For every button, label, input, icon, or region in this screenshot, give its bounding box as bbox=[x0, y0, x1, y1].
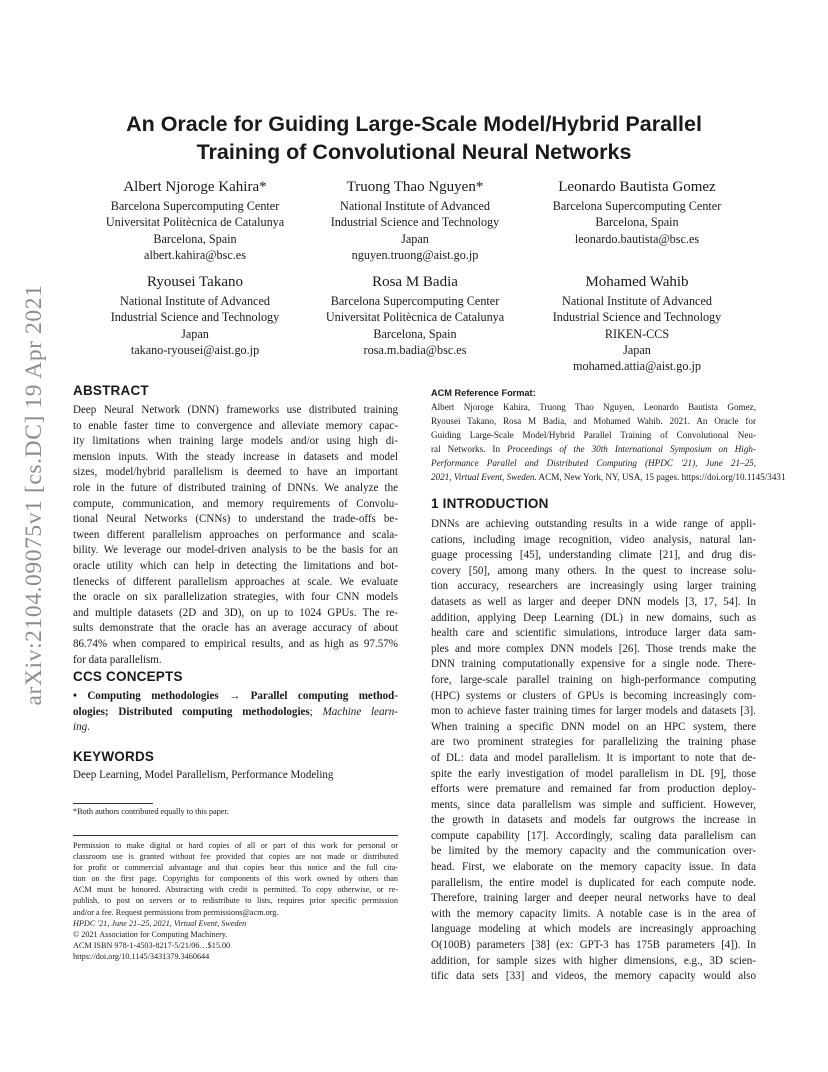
text-line: mon to achieve faster training times for larger models and datasets [3]. bbox=[431, 705, 756, 718]
text-line: parallelism, the entire model is duplicated for each compute node. bbox=[431, 876, 756, 889]
title-line: An Oracle for Guiding Large-Scale Model/Hybrid Parallel bbox=[126, 112, 702, 136]
text-line: sults demonstrate that the oracle has an average accuracy of about bbox=[73, 622, 398, 635]
text-line: compute capability [17]. Accordingly, scaling data parallelism can bbox=[431, 829, 756, 842]
acm-ref-line bbox=[431, 470, 828, 484]
ccs-separator: ; bbox=[309, 705, 323, 718]
text-line: health care and scientific simulations, introduce larger data sam- bbox=[431, 627, 756, 640]
text-line: ACM must be honored. Abstracting with credit is permitted. To copy otherwise, or re- bbox=[73, 885, 398, 895]
author-affiliation: Barcelona Supercomputing Center bbox=[110, 199, 280, 213]
arxiv-stamp-text: arXiv:2104.09075v1 [cs.DC] 19 Apr 2021 bbox=[21, 284, 47, 706]
author-affiliation: Barcelona Supercomputing Center bbox=[330, 294, 500, 308]
author-name: Mohamed Wahib bbox=[585, 274, 689, 290]
ccs-period: . bbox=[87, 721, 90, 734]
author-affiliation: Universitat Politècnica de Catalunya bbox=[325, 310, 505, 325]
text-line: language modeling at which models are increasingly approaching bbox=[431, 923, 756, 936]
acm-ref-line: Performance Parallel and Distributed Computing (HPDC '21), June 21–25, bbox=[431, 458, 756, 468]
doi-link[interactable]: https://doi.org/10.1145/3431379.3460644 bbox=[73, 952, 210, 962]
ccs-heading: CCS CONCEPTS bbox=[73, 669, 183, 684]
text-line: DNN training computationally expensive for a single node. There- bbox=[431, 658, 756, 671]
acm-ref-line bbox=[431, 442, 756, 456]
ccs-concept: ologies; Distributed computing methodologies bbox=[73, 705, 310, 718]
text-line: datasets as well as larger and deeper DNN models [3, 17, 54]. In bbox=[431, 595, 756, 608]
text-line: tific data sets [33] and videos, the memory capacity would also bbox=[431, 970, 756, 983]
author-block bbox=[522, 178, 752, 247]
copyright-line: © 2021 Association for Computing Machinery. bbox=[73, 930, 228, 940]
text-line: tion on the first page. Copyrights for components of this work owned by others than bbox=[73, 874, 398, 884]
text-line: for data parallelism. bbox=[73, 653, 162, 666]
text-line: tlenecks of different parallelism approaches at scale. We evaluate bbox=[73, 575, 398, 588]
author-name: Leonardo Bautista Gomez bbox=[558, 179, 716, 195]
author-name: Truong Thao Nguyen* bbox=[346, 179, 484, 195]
text-line: head. First, we elaborate on the memory capacity issue. In data bbox=[431, 861, 756, 874]
acm-ref-doi[interactable]: ACM, New York, NY, USA, 15 pages. https://doi.org/10.1145/3431 bbox=[536, 472, 786, 482]
author-email: leonardo.bautista@bsc.es bbox=[574, 231, 700, 246]
text-line: classroom use is granted without fee provided that copies are not made or distributed bbox=[73, 852, 398, 862]
text-line: be limited by the memory capacity and the communication over- bbox=[431, 845, 756, 858]
text-line: are two prominent strategies for parallelizing the training phase bbox=[431, 736, 756, 749]
author-affiliation: Universitat Politècnica de Catalunya bbox=[105, 215, 285, 230]
text-line: fore, large-scale parallel training on high-performance computing bbox=[431, 673, 756, 686]
text-line: (HPC) systems or clusters of GPUs is becoming increasingly com- bbox=[431, 689, 756, 702]
author-affiliation: RIKEN-CCS bbox=[604, 326, 670, 341]
text-line: mension inputs. With the steady increase in datasets and model bbox=[73, 450, 398, 463]
author-location: Japan bbox=[623, 342, 651, 357]
author-email: albert.kahira@bsc.es bbox=[144, 247, 246, 262]
text-line: compute, communication, and memory requirements of Convolu- bbox=[73, 497, 398, 510]
ccs-line bbox=[73, 705, 398, 721]
author-affiliation: National Institute of Advanced bbox=[340, 199, 490, 213]
text-line: the growth in datasets and models far outgrows the increase in bbox=[431, 814, 756, 827]
author-location: Barcelona, Spain bbox=[595, 215, 679, 230]
title-line: Training of Convolutional Neural Networks bbox=[196, 140, 632, 164]
author-affiliation: Industrial Science and Technology bbox=[330, 215, 500, 230]
acm-ref-heading: ACM Reference Format: bbox=[431, 388, 536, 398]
text-line: 86.74% when compared to empirical results, and as high as 97.57% bbox=[73, 637, 398, 650]
text-line: oracle utility which can help in detecting the limitations and bot- bbox=[73, 559, 398, 572]
keywords-body bbox=[73, 768, 398, 784]
footnote-rule bbox=[73, 803, 153, 804]
ccs-line: • Computing methodologies → Parallel computing method- bbox=[73, 690, 398, 702]
author-block bbox=[80, 273, 310, 358]
acm-ref-line: Ryousei Takano, Rosa M Badia, and Mohamed Wahib. 2021. An Oracle for bbox=[431, 416, 756, 426]
publication-info bbox=[73, 918, 398, 962]
introduction-body bbox=[431, 517, 756, 985]
author-block bbox=[522, 273, 752, 374]
author-affiliation: Industrial Science and Technology bbox=[552, 310, 722, 325]
author-block bbox=[300, 273, 530, 358]
text-line: addition, for sample sizes with higher dimensions, e.g., 3D scien- bbox=[431, 954, 756, 967]
acm-ref-proceedings: Proceedings of the 30th International Symposium on High- bbox=[507, 444, 756, 454]
author-location: Barcelona, Spain bbox=[373, 326, 457, 341]
text-line: of DL: data and model parallelism. It is important to note that de- bbox=[431, 751, 756, 764]
footnote: *Both authors contributed equally to this paper. bbox=[73, 807, 229, 816]
keywords-heading: KEYWORDS bbox=[73, 749, 155, 764]
author-email: rosa.m.badia@bsc.es bbox=[363, 342, 467, 357]
text-line: guage processing [45], understanding climate [21], and drug dis- bbox=[431, 549, 756, 562]
text-line: ity limitations when training large models and/or using high di- bbox=[73, 435, 398, 448]
author-location: Japan bbox=[181, 326, 209, 341]
abstract-body bbox=[73, 403, 398, 668]
text-line: When training a specific DNN model on an HPC system, there bbox=[431, 720, 756, 733]
author-name: Ryousei Takano bbox=[147, 274, 243, 290]
ccs-body bbox=[73, 689, 398, 736]
text-line: O(100B) parameters [38] (ex: GPT-3 has 175B parameters [4]). In bbox=[431, 939, 756, 952]
keywords-text: Deep Learning, Model Parallelism, Performance Modeling bbox=[73, 769, 334, 781]
text-line: efforts were premature and remained far from production deploy- bbox=[431, 783, 756, 796]
author-block bbox=[300, 178, 530, 263]
text-line: the oracle on six parallelization strategies, with four CNN models bbox=[73, 591, 398, 604]
ccs-concept: ing bbox=[73, 721, 88, 734]
text-line: spite the early investigation of model parallelism in DL [9], those bbox=[431, 767, 756, 780]
text-line: and/or a fee. Request permissions from permissions@acm.org. bbox=[73, 907, 279, 917]
text-line: bility. We leverage our model-driven analysis to be the basis for an bbox=[73, 544, 398, 557]
text-line: covery [50], among many others. In the quest to increase solu- bbox=[431, 564, 756, 577]
text-line: tween different parallelism approaches on performance and scala- bbox=[73, 528, 398, 541]
text-line: tion accuracy, researchers are increasingly using larger training bbox=[431, 580, 756, 593]
text-line: ments, since data parallelism was simple and sufficient. However, bbox=[431, 798, 756, 811]
text-line: to enable faster time to convergence and alleviate memory capac- bbox=[73, 419, 398, 432]
text-line: cations, including image recognition, video analysis, natural lan- bbox=[431, 533, 756, 546]
ccs-line bbox=[73, 720, 398, 736]
text-line: with the memory capacity limits. A notable case is in the area of bbox=[431, 907, 756, 920]
acm-ref-text: ral Networks. In bbox=[431, 444, 508, 454]
text-line: DNNs are achieving outstanding results in a wide range of appli- bbox=[431, 518, 756, 530]
introduction-heading: 1 INTRODUCTION bbox=[431, 496, 549, 511]
acm-ref-line: Albert Njoroge Kahira, Truong Thao Nguyen, Leonardo Bautista Gomez, bbox=[431, 402, 756, 412]
text-line: publish, to post on servers or to redistribute to lists, requires prior specific permission bbox=[73, 896, 398, 906]
author-email: takano-ryousei@aist.go.jp bbox=[130, 342, 260, 357]
isbn-line: ACM ISBN 978-1-4503-8217-5/21/06…$15.00 bbox=[73, 941, 231, 951]
author-location: Japan bbox=[401, 231, 429, 246]
permission-rule bbox=[73, 835, 398, 836]
text-line: and multiple datasets (2D and 3D), on up to 1024 GPUs. The re- bbox=[73, 606, 398, 619]
text-line: sizes, model/hybrid parallelism is deemed to have an important bbox=[73, 466, 398, 479]
abstract-heading: ABSTRACT bbox=[73, 383, 149, 398]
author-block bbox=[80, 178, 310, 263]
permission-block bbox=[73, 840, 398, 918]
acm-ref-line: Guiding Large-Scale Model/Hybrid Parallel Training of Convolutional Neu- bbox=[431, 430, 756, 440]
author-affiliation: National Institute of Advanced bbox=[562, 294, 712, 308]
text-line: Therefore, training larger and deeper neural networks have to deal bbox=[431, 892, 756, 905]
paper-title bbox=[80, 110, 748, 166]
text-line: tional Neural Networks (CNNs) to understand the trade-offs be- bbox=[73, 513, 398, 526]
ccs-concept: Machine learn- bbox=[322, 705, 398, 718]
author-affiliation: National Institute of Advanced bbox=[120, 294, 270, 308]
venue-line: HPDC '21, June 21–25, 2021, Virtual Event, Sweden bbox=[73, 919, 247, 928]
text-line: role in the future of distributed training of DNNs. We analyze the bbox=[73, 481, 398, 494]
text-line: Deep Neural Network (DNN) frameworks use distributed training bbox=[73, 404, 398, 416]
acm-ref-venue: 2021, Virtual Event, Sweden. bbox=[431, 472, 537, 482]
text-line: Permission to make digital or hard copies of all or part of this work for personal or bbox=[73, 841, 398, 850]
author-affiliation: Barcelona Supercomputing Center bbox=[552, 199, 722, 213]
text-line: ples and more complex DNN models [26]. Those trends make the bbox=[431, 642, 756, 655]
author-name: Albert Njoroge Kahira* bbox=[123, 179, 267, 195]
text-line: addition, applying Deep Learning (DL) in new domains, such as bbox=[431, 611, 756, 624]
text-line: for profit or commercial advantage and that copies bear this notice and the full cita- bbox=[73, 863, 398, 873]
author-email: nguyen.truong@aist.go.jp bbox=[351, 247, 479, 262]
author-affiliation: Industrial Science and Technology bbox=[110, 310, 280, 325]
acm-ref-body bbox=[431, 400, 786, 484]
author-location: Barcelona, Spain bbox=[153, 231, 237, 246]
author-name: Rosa M Badia bbox=[372, 274, 458, 290]
author-email: mohamed.attia@aist.go.jp bbox=[573, 359, 701, 374]
